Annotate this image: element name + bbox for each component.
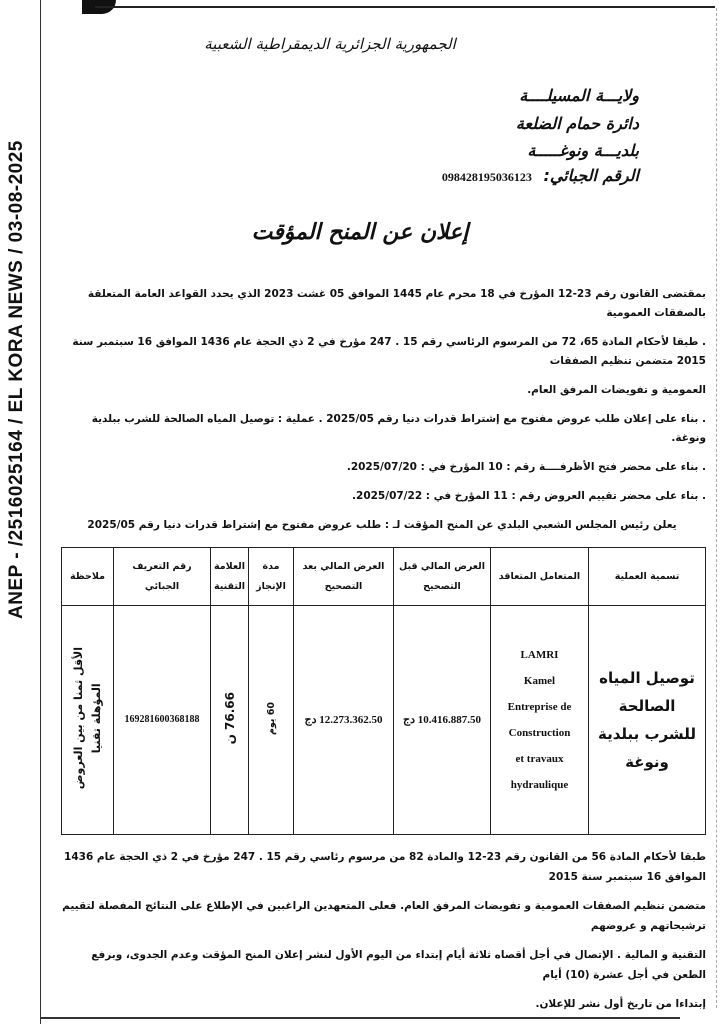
paragraph: . طبقا لأحكام المادة 65، 72 من المرسوم الرئاسي رقم 15 . 247 مؤرخ في 2 ذي الحجة عام 1436 الموافق 16 سبتمبر سنة 2015 متضمن تنظيم الصفقات <box>72 336 706 367</box>
fiscal-row <box>309 166 639 185</box>
paragraph: . بناء على محضر فتح الأظرفــــة رقم : 10 المؤرخ في : 2025/07/20. <box>346 461 706 473</box>
header-duration: مدة الإنجاز <box>249 548 294 606</box>
award-table <box>61 547 706 835</box>
table-header-row <box>62 548 706 606</box>
daira-label: دائرة حمام الضلعة <box>515 114 639 133</box>
header-remark: ملاحظة <box>62 548 114 606</box>
duration-value: 60 يوم <box>265 701 277 736</box>
cell-offer-after: 12.273.362.50 دج <box>294 606 394 835</box>
document-body <box>58 285 706 1023</box>
contractor-line: LAMRI <box>520 649 559 661</box>
remark-line: الأقل ثمنا من بين العروض <box>71 647 85 790</box>
paragraph: . بناء على إعلان طلب عروض مفتوح مع إشتراط قدرات دنيا رقم 2025/05 . عملية : توصيل المياه الصالحة للشرب ببلدية ونوغة. <box>91 413 706 444</box>
header-offer-before: العرض المالي قبل التصحيح <box>394 548 491 606</box>
cell-technical-score <box>211 606 249 835</box>
cell-operation: توصيل المياه الصالحة للشرب ببلدية ونوغة <box>589 606 706 835</box>
announcement-heading: يعلن رئيس المجلس الشعبي البلدي عن المنح المؤقت لـ : طلب عروض مفتوح مع إشتراط قدرات دنيا رقم 2025/05 <box>87 519 677 531</box>
wilaya-label: ولايـــة المسيلــــة <box>519 86 639 105</box>
paragraph: . بناء على محضر تقييم العروض رقم : 11 المؤرخ في : 2025/07/22. <box>352 490 706 502</box>
paragraph: العمومية و تفويضات المرفق العام. <box>527 384 706 396</box>
page-border-top <box>95 6 715 8</box>
header-tax-id: رقم التعريف الجبائي <box>114 548 211 606</box>
remark-line: المؤهلة تقنيا <box>89 683 103 754</box>
contractor-line: et travaux <box>515 753 564 765</box>
cell-contractor <box>491 606 589 835</box>
contractor-line: Kamel <box>523 675 556 687</box>
contractor-line: Construction <box>508 727 571 739</box>
remark-text <box>70 647 106 789</box>
fiscal-number-label: الرقم الجبائي: <box>543 166 639 185</box>
cell-remark <box>62 606 114 835</box>
paragraph: بمقتضى القانون رقم 23-12 المؤرخ في 18 محرم عام 1445 الموافق 05 غشت 2023 الذي يحدد القواعد العامة المتعلقة بالصفقات العمومية <box>87 288 706 319</box>
republic-header: الجمهورية الجزائرية الديمقراطية الشعبية <box>204 35 456 53</box>
page-border-right <box>716 8 717 1008</box>
document-title: إعلان عن المنح المؤقت <box>251 220 469 245</box>
table-row <box>62 606 706 835</box>
commune-label: بلديـــة ونوغـــــة <box>527 141 639 160</box>
fiscal-number: 098428195036123 <box>441 170 532 184</box>
footer <box>58 847 706 1014</box>
side-banner: ANEP - /2516025164 / EL KORA NEWS / 03-08-2025 <box>6 140 27 620</box>
header-operation: تسمية العملية <box>589 548 706 606</box>
contractor-line: hydraulique <box>510 779 569 791</box>
cell-tax-id: 169281600368188 <box>114 606 211 835</box>
page-border-left <box>40 0 41 1024</box>
footer-paragraph: التقنية و المالية . الإتصال في أجل أقصاه ثلاثة أيام إبتداء من اليوم الأول لنشر إعلان المنح المؤقت وعدم الجدوى، وبرفع الطعن في أجل عشرة (10) أيام <box>91 949 706 981</box>
cell-offer-before: 10.416.887.50 دج <box>394 606 491 835</box>
footer-paragraph: طبقا لأحكام المادة 56 من القانون رقم 23-12 والمادة 82 من مرسوم رئاسي رقم 15 . 247 مؤرخ في 2 ذي الحجة عام 1436 الموافق 16 سبتمبر سنة 2015 <box>64 851 706 883</box>
footer-paragraph: متضمن تنظيم الصفقات العمومية و تفويضات المرفق العام. فعلى المتعهدين الراغبين في الإطلاع على النتائج المفصلة لتقييم ترشيحاتهم و عروضهم <box>62 900 706 932</box>
technical-score-value: 76.66 ن <box>222 692 237 745</box>
cell-duration <box>249 606 294 835</box>
header-contractor: المتعامل المتعاقد <box>491 548 589 606</box>
header-technical-score: العلامة التقنية <box>211 548 249 606</box>
contractor-line: Entreprise de <box>507 701 572 713</box>
header-offer-after: العرض المالي بعد التصحيح <box>294 548 394 606</box>
footer-paragraph: إبتداءا من تاريخ أول نشر للإعلان. <box>535 998 706 1010</box>
